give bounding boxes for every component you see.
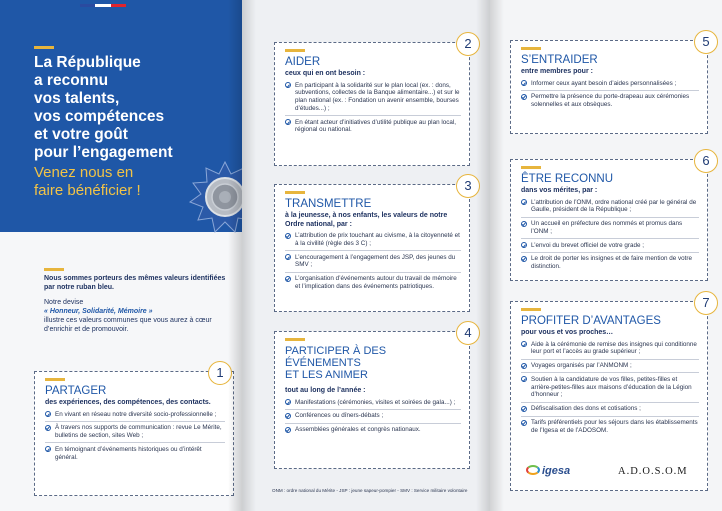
section-number-badge: 3 <box>456 174 480 198</box>
hero-accent-line: Venez nous en <box>34 164 134 181</box>
item-text: Conférences ou dîners-débats ; <box>295 412 384 420</box>
section-etre-reconnu <box>510 159 708 281</box>
item-text: En participant à la solidarité sur le plan local (ex. : dons, subventions, collectes de la Banque alimentaire...) et sur le plan national (ex. : Fondation un avenir ensemble, bourses d’études...) ; <box>295 81 460 112</box>
accent-bar <box>45 378 65 381</box>
hero-title-line: La République <box>34 54 141 71</box>
item-text: L’attribution de l’ONM, ordre national créé par le général de Gaulle, président de la République ; <box>531 198 697 214</box>
list-item <box>521 255 699 273</box>
item-text: Permettre la présence du porte-drapeau aux cérémonies solennelles et aux obsèques. <box>531 93 690 109</box>
hero-title-line: vos talents, <box>34 90 120 107</box>
list-item <box>521 80 699 91</box>
item-text: En témoignant d’événements historiques ou d’intérêt général. <box>55 445 202 461</box>
section-title: TRANSMETTRE <box>285 198 372 210</box>
section-subtitle: à la jeunesse, à nos enfants, les valeurs de notre Ordre national, par : <box>285 212 448 228</box>
list-item <box>521 362 699 373</box>
item-text: Informer ceux ayant besoin d’aides personnalisées ; <box>531 79 677 87</box>
hero-title-line: et votre goût <box>34 126 128 143</box>
middle-page <box>242 0 490 511</box>
list-item <box>285 426 461 436</box>
section-subtitle: entre membres pour : <box>521 68 593 75</box>
section-title-line: PARTICIPER À DES <box>285 345 387 357</box>
right-page <box>490 0 722 511</box>
check-circle-icon <box>285 233 291 239</box>
section-number-badge: 6 <box>694 149 718 173</box>
igesa-swirl-icon <box>526 465 540 475</box>
section-subtitle: ceux qui en ont besoin : <box>285 70 366 77</box>
list-item <box>285 232 461 251</box>
section-title: PARTAGER <box>45 385 107 397</box>
item-text: Voyages organisés par l’ANMONM ; <box>531 362 632 370</box>
list-item <box>521 341 699 360</box>
section-number-badge: 4 <box>456 321 480 345</box>
list-item <box>285 412 461 423</box>
accent-bar <box>285 49 305 52</box>
check-circle-icon <box>521 406 527 412</box>
hero-title-line: a reconnu <box>34 72 109 89</box>
page-fold-shadow <box>242 0 256 511</box>
tricolor-flag-icon <box>80 4 126 7</box>
item-text: Soutien à la candidature de vos filles, petites-filles et arrière-petites-filles aux maisons d’éducation de la Légion d’honneur ; <box>531 375 692 399</box>
check-circle-icon <box>521 80 527 86</box>
accent-bar <box>521 166 541 169</box>
check-circle-icon <box>285 254 291 260</box>
section-title: ÊTRE RECONNU <box>521 173 614 185</box>
page-fold-shadow <box>490 0 504 511</box>
section-subtitle: pour vous et vos proches… <box>521 329 614 336</box>
intro-closing: illustre ces valeurs communes que vous aurez à cœur d’enrichir et de promouvoir. <box>44 317 212 333</box>
list-item <box>285 82 461 117</box>
item-text: Assemblées générales et congrès nationaux. <box>295 426 421 434</box>
item-text: En étant acteur d’initiatives d’utilité publique au plan local, régional ou national. <box>295 118 457 134</box>
devise-label: Notre devise <box>44 299 84 306</box>
section-number-badge: 7 <box>694 291 718 315</box>
page-fold-shadow <box>228 0 242 511</box>
section-transmettre <box>274 184 470 312</box>
left-page <box>0 0 242 511</box>
check-circle-icon <box>521 221 527 227</box>
accent-bar <box>44 268 64 271</box>
list-item <box>45 424 225 443</box>
check-circle-icon <box>45 411 51 417</box>
check-circle-icon <box>521 363 527 369</box>
check-circle-icon <box>285 119 291 125</box>
list-item <box>521 242 699 253</box>
accent-bar <box>34 46 54 49</box>
section-entraider <box>510 40 708 134</box>
section-number-badge: 5 <box>694 30 718 54</box>
intro-text <box>44 268 234 334</box>
item-text: Aide à la cérémonie de remise des insignes qui conditionne leur port et l’accès au grade supérieur ; <box>531 340 697 356</box>
section-title-line: ET LES ANIMER <box>285 369 368 381</box>
section-subtitle: tout au long de l’année : <box>285 387 366 394</box>
section-subtitle: des expériences, des compétences, des contacts. <box>45 399 211 406</box>
accent-bar <box>285 191 305 194</box>
list-item <box>285 399 461 410</box>
intro-statement: Nous sommes porteurs des mêmes valeurs identifiées par notre ruban bleu. <box>44 275 226 291</box>
check-circle-icon <box>521 94 527 100</box>
section-title: AIDER <box>285 56 321 68</box>
item-text: En vivant en réseau notre diversité socio-professionnelle ; <box>55 410 217 418</box>
check-circle-icon <box>285 413 291 419</box>
check-circle-icon <box>521 376 527 382</box>
check-circle-icon <box>285 427 291 433</box>
accent-bar <box>521 47 541 50</box>
section-aider <box>274 42 470 166</box>
hero-title-line: vos compétences <box>34 108 165 125</box>
hero-title-line: pour l’engagement <box>34 144 173 161</box>
item-text: Défiscalisation des dons et cotisations ; <box>531 405 641 413</box>
section-title <box>285 345 461 381</box>
list-item <box>521 376 699 403</box>
section-title: PROFITER D’AVANTAGES <box>521 315 661 327</box>
check-circle-icon <box>285 276 291 282</box>
section-subtitle: dans vos mérites, par : <box>521 187 598 194</box>
check-circle-icon <box>521 341 527 347</box>
item-text: Manifestations (cérémonies, visites et soirées de gala...) ; <box>295 398 456 406</box>
check-circle-icon <box>521 256 527 262</box>
check-circle-icon <box>285 82 291 88</box>
item-text: L’organisation d’événements autour du travail de mémoire et l’implication dans des événements patriotiques. <box>295 275 457 290</box>
list-item <box>45 446 225 464</box>
check-circle-icon <box>521 199 527 205</box>
item-text: Tarifs préférentiels pour les séjours dans les établissements de l’Igesa et de l’ADOSOM. <box>531 419 698 434</box>
list-item <box>521 93 699 111</box>
list-item <box>521 199 699 218</box>
item-text: À travers nos supports de communication : revue Le Mérite, bulletins de section, sites Web ; <box>55 424 222 440</box>
section-title: S’ENTRAIDER <box>521 54 598 66</box>
item-text: L’envoi du brevet officiel de votre grade ; <box>531 241 644 249</box>
item-text: L’encouragement à l’engagement des JSP, des jeunes du SMV ; <box>295 253 456 269</box>
check-circle-icon <box>521 420 527 426</box>
igesa-logo <box>526 465 570 477</box>
item-text: Un accueil en préfecture des nommés et promus dans l’ONM ; <box>531 220 683 235</box>
page-fold-shadow <box>476 0 490 511</box>
list-item <box>285 119 461 137</box>
list-item <box>521 405 699 416</box>
section-participer <box>274 331 470 469</box>
section-number-badge: 1 <box>208 361 232 385</box>
adosom-logo: A.D.O.S.O.M <box>618 466 688 477</box>
accent-bar <box>521 308 541 311</box>
check-circle-icon <box>45 425 51 431</box>
check-circle-icon <box>285 399 291 405</box>
section-number-badge: 2 <box>456 32 480 56</box>
list-item <box>521 220 699 239</box>
check-circle-icon <box>45 446 51 452</box>
check-circle-icon <box>521 242 527 248</box>
item-text: L’attribution de prix touchant au civisme, à la citoyenneté et à la civilité (règle des 3 C) ; <box>295 232 460 247</box>
list-item <box>521 419 699 437</box>
section-partager <box>34 371 234 496</box>
igesa-logo-text: igesa <box>542 465 571 477</box>
list-item <box>45 411 225 422</box>
item-text: Le droit de porter les insignes et de faire mention de votre distinction. <box>531 255 693 271</box>
section-title-line: ÉVÉNEMENTS <box>285 357 361 369</box>
footnote: ONM : ordre national du Mérite - JSP : jeune sapeur-pompier - SMV : Service militaire volontaire <box>272 488 468 493</box>
list-item <box>285 254 461 273</box>
accent-bar <box>285 338 305 341</box>
section-profiter <box>510 301 708 491</box>
motto: « Honneur, Solidarité, Mémoire » <box>44 308 153 315</box>
hero-accent-line: faire bénéficier ! <box>34 182 141 199</box>
list-item <box>285 275 461 293</box>
